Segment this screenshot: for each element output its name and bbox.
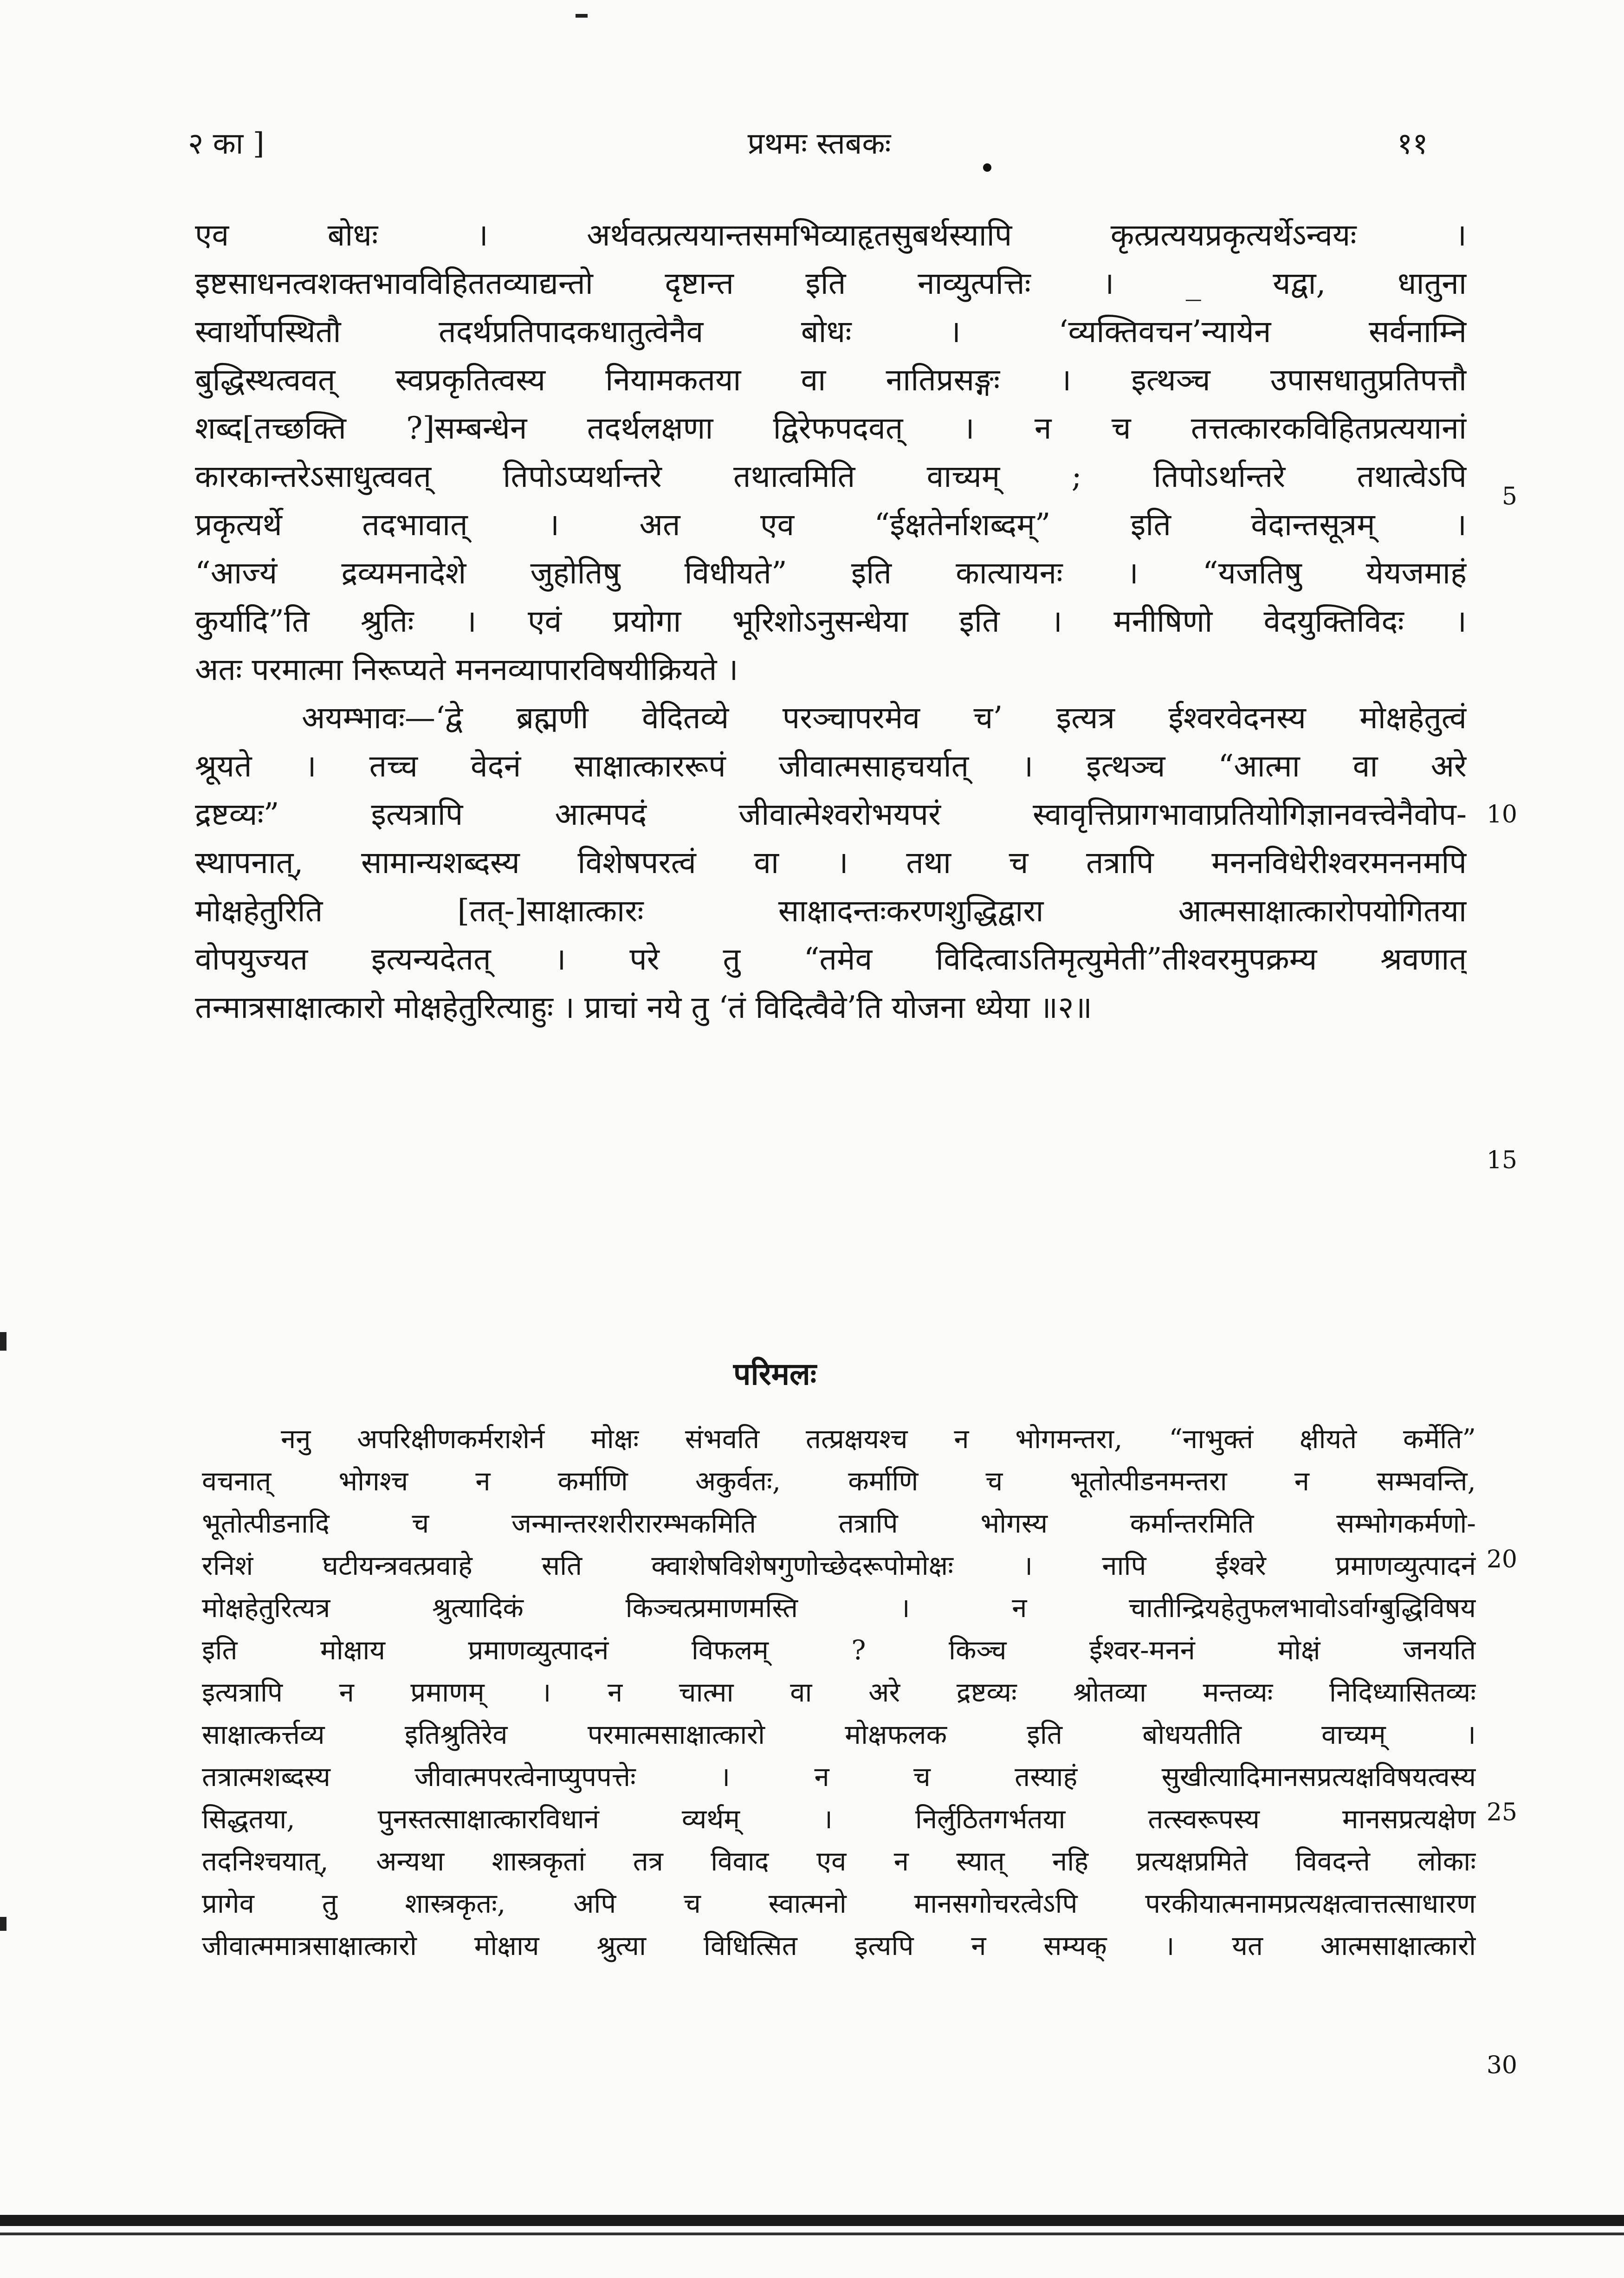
header-chapter-title: प्रथमः स्तबकः <box>747 127 891 161</box>
scan-edge-mark <box>0 1332 6 1351</box>
line-number: 5 <box>1501 483 1517 511</box>
bottom-rule-thin <box>0 2233 1624 2235</box>
commentary-line: साक्षात्कर्त्तव्य इतिश्रुतिरेव परमात्मसाक्षात्कारो मोक्षफलक इति बोधयतीति वाच्यम् । <box>202 1719 1476 1750</box>
text-line: इष्टसाधनत्वशक्तभावविहिततव्याद्यन्तो दृष्टान्त इति नाव्युत्पत्तिः । _ यद्वा, धातुना <box>195 265 1467 301</box>
print-dot <box>983 163 991 172</box>
commentary-line: तदनिश्चयात्, अन्यथा शास्त्रकृतां तत्र विवाद एव न स्यात् नहि प्रत्यक्षप्रमिते विवदन्ते लोकाः <box>202 1845 1476 1877</box>
commentary-line: सिद्धतया, पुनस्तत्साक्षात्कारविधानं व्यर्थम् । निर्लुठितगर्भतया तत्स्वरूपस्य मानसप्रत्यक्षेण <box>202 1803 1476 1835</box>
line-number: 20 <box>1486 1546 1517 1573</box>
section-title: परिमलः <box>733 1356 817 1392</box>
main-text <box>195 211 1467 1032</box>
text-line: स्वार्थोपस्थितौ तदर्थप्रतिपादकधातुत्वेनैव बोधः । ‘व्यक्तिवचन’न्यायेन सर्वनाम्नि <box>195 314 1467 349</box>
text-line: श्रूयते । तच्च वेदनं साक्षात्काररूपं जीवात्मसाहचर्यात् । इत्थञ्च “आत्मा वा अरे <box>195 748 1467 784</box>
commentary-line: जीवात्ममात्रसाक्षात्कारो मोक्षाय श्रुत्या विधित्सित इत्यपि न सम्यक् । यत आत्मसाक्षात्कारो <box>202 1930 1476 1961</box>
commentary-line: रनिशं घटीयन्त्रवत्प्रवाहे सति क्वाशेषविशेषगुणोच्छेदरूपोमोक्षः । नापि ईश्वरे प्रमाणव्युत्पादनं <box>202 1550 1476 1581</box>
scan-mark <box>576 14 588 18</box>
text-line: बुद्धिस्थत्ववत् स्वप्रकृतित्वस्य नियामकतया वा नातिप्रसङ्गः । इत्थञ्च उपासधातुप्रतिपत्तौ <box>195 362 1467 398</box>
text-line: स्थापनात्, सामान्यशब्दस्य विशेषपरत्वं वा । तथा च तत्रापि मननविधेरीश्वरमननमपि <box>195 845 1467 880</box>
line-number: 10 <box>1486 801 1517 828</box>
commentary-line: इत्यत्रापि न प्रमाणम् । न चात्मा वा अरे द्रष्टव्यः श्रोतव्या मन्तव्यः निदिध्यासितव्यः <box>202 1676 1476 1708</box>
commentary-line: तत्रात्मशब्दस्य जीवात्मपरत्वेनाप्युपपत्तेः । न च तस्याहं सुखीत्यादिमानसप्रत्यक्षविषयत्वस्य <box>202 1761 1476 1793</box>
text-line: अयम्भावः—‘द्वे ब्रह्मणी वेदितव्ये परञ्चापरमेव च’ इत्यत्र ईश्वरवेदनस्य मोक्षहेतुत्वं <box>302 700 1467 736</box>
commentary-line: मोक्षहेतुरित्यत्र श्रुत्यादिकं किञ्चत्प्रमाणमस्ति । न चातीन्द्रियहेतुफलभावोऽर्वाग्बुद्धिविषय <box>202 1592 1476 1624</box>
line-number: 15 <box>1486 1146 1517 1174</box>
text-line: तन्मात्रसाक्षात्कारो मोक्षहेतुरित्याहुः । प्राचां नये तु ‘तं विदित्वैवे’ति योजना ध्येया ॥२॥ <box>195 990 1092 1025</box>
text-line: कुर्यादि”ति श्रुतिः । एवं प्रयोगा भूरिशोऽनुसन्धेया इति । मनीषिणो वेदयुक्तिविदः । <box>195 603 1467 639</box>
text-line: प्रकृत्यर्थे तदभावात् । अत एव “ईक्षतेर्नाशब्दम्” इति वेदान्तसूत्रम् । <box>195 507 1467 543</box>
line-number: 25 <box>1486 1799 1517 1826</box>
text-line: वोपयुज्यत इत्यन्यदेतत् । परे तु “तमेव विदित्वाऽतिमृत्युमेती”तीश्वरमुपक्रम्य श्रवणात् <box>195 941 1467 977</box>
commentary-line: भूतोत्पीडनादि च जन्मान्तरशरीरारम्भकमिति तत्रापि भोगस्य कर्मान्तरमिति सम्भोगकर्मणो- <box>202 1508 1476 1539</box>
text-line: कारकान्तरेऽसाधुत्ववत् तिपोऽप्यर्थान्तरे तथात्वमिति वाच्यम् ; तिपोऽर्थान्तरे तथात्वेऽपि <box>195 459 1467 494</box>
commentary-line: वचनात् भोगश्च न कर्माणि अकुर्वतः, कर्माणि च भूतोत्पीडनमन्तरा न सम्भवन्ति, <box>202 1465 1476 1497</box>
commentary-text <box>202 1418 1476 1967</box>
scan-edge-mark <box>0 1917 6 1931</box>
text-line: शब्द[तच्छक्ति ?]सम्बन्धेन तदर्थलक्षणा द्विरेफपदवत् । न च तत्तत्कारकविहितप्रत्ययानां <box>195 410 1467 446</box>
commentary-line: इति मोक्षाय प्रमाणव्युत्पादनं विफलम् ? किञ्च ईश्वर-मननं मोक्षं जनयति <box>202 1634 1476 1666</box>
header-page-ref: २ का ] <box>188 127 265 161</box>
line-number: 30 <box>1486 2051 1517 2079</box>
commentary-line: ननु अपरिक्षीणकर्मराशेर्न मोक्षः संभवति तत्प्रक्षयश्च न भोगमन्तरा, “नाभुक्तं क्षीयते कर्मेति” <box>281 1423 1476 1455</box>
bottom-rule <box>0 2215 1624 2226</box>
text-line: “आज्यं द्रव्यमनादेशे जुहोतिषु विधीयते” इति कात्यायनः । “यजतिषु येयजमाहं <box>195 555 1467 591</box>
commentary-line: प्रागेव तु शास्त्रकृतः, अपि च स्वात्मनो मानसगोचरत्वेऽपि परकीयात्मनामप्रत्यक्षत्वात्तत्साधारण <box>202 1888 1476 1919</box>
text-line: एव बोधः । अर्थवत्प्रत्ययान्तसमभिव्याहृतसुबर्थस्यापि कृत्प्रत्ययप्रकृत्यर्थेऽन्वयः । <box>195 217 1467 253</box>
text-line: द्रष्टव्यः” इत्यत्रापि आत्मपदं जीवात्मेश्वरोभयपरं स्वावृत्तिप्रागभावाप्रतियोगिज्ञानवत्त्वेनैवोप- <box>195 796 1467 832</box>
text-line: अतः परमात्मा निरूप्यते मननव्यापारविषयीक्रियते । <box>195 652 738 687</box>
page-number: ११ <box>1397 127 1428 161</box>
text-line: मोक्षहेतुरिति [तत्-]साक्षात्कारः साक्षादन्तःकरणशुद्धिद्वारा आत्मसाक्षात्कारोपयोगितया <box>195 893 1467 929</box>
